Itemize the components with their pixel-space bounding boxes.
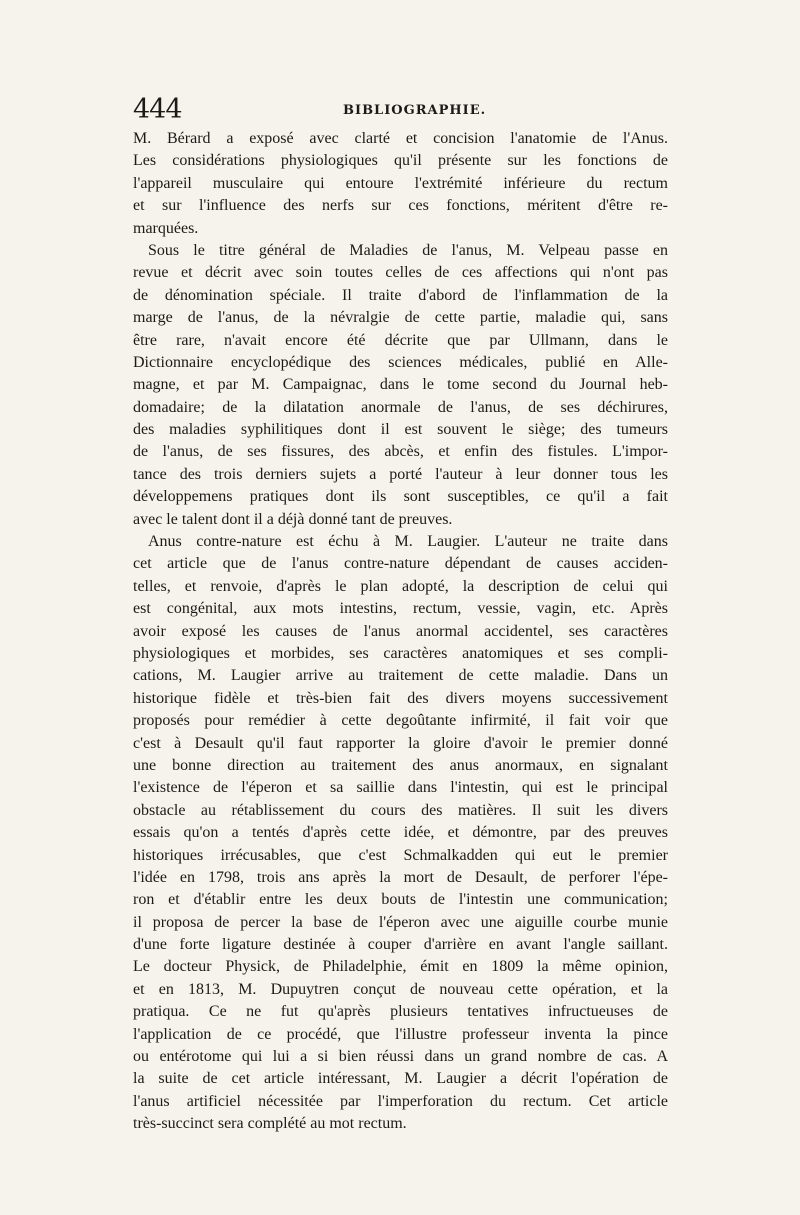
page-number: 444 <box>133 94 182 125</box>
text-line: une bonne direction au traitement des anus anormaux, en signalant <box>133 756 668 774</box>
text-line: physiologiques et morbides, ses caractères anatomiques et ses compli- <box>133 644 668 662</box>
text-line: Les considérations physiologiques qu'il présente sur les fonctions de <box>133 152 668 170</box>
text-line: pratiqua. Ce ne fut qu'après plusieurs tentatives infructueuses de <box>133 1003 668 1021</box>
text-line: revue et décrit avec soin toutes celles de ces affections qui n'ont pas <box>133 264 668 282</box>
text-line: tance des trois derniers sujets a porté l'auteur à leur donner tous les <box>133 465 668 483</box>
text-line: l'appareil musculaire qui entoure l'extrémité inférieure du rectum <box>133 174 668 192</box>
text-line: avoir exposé les causes de l'anus anormal accidentel, ses caractères <box>133 622 668 640</box>
text-line: être rare, n'avait encore été décrite que par Ullmann, dans le <box>133 331 668 349</box>
text-line: telles, et renvoie, d'après le plan adopté, la description de celui qui <box>133 577 668 595</box>
text-line: Anus contre-nature est échu à M. Laugier. L'auteur ne traite dans <box>148 533 668 551</box>
text-line: de l'anus, de ses fissures, des abcès, et enfin des fistules. L'impor- <box>133 443 668 461</box>
text-line: marge de l'anus, de la névralgie de cette partie, maladie qui, sans <box>133 309 668 327</box>
text-line: des maladies syphilitiques dont il est souvent le siège; des tumeurs <box>133 421 668 439</box>
text-line: est congénital, aux mots intestins, rectum, vessie, vagin, etc. Après <box>133 600 668 618</box>
text-line: essais qu'on a tentés d'après cette idée, et démontre, par des preuves <box>133 824 668 842</box>
text-line: ou entérotome qui lui a si bien réussi dans un grand nombre de cas. A <box>133 1048 668 1066</box>
text-line: et sur l'influence des nerfs sur ces fonctions, méritent d'être re- <box>133 197 668 215</box>
text-line: historique fidèle et très-bien fait des divers moyens successivement <box>133 689 668 707</box>
text-line: historiques irrécusables, que c'est Schmalkadden qui eut le premier <box>133 846 668 864</box>
text-line: l'application de ce procédé, que l'illustre professeur inventa la pince <box>133 1025 668 1043</box>
text-line: magne, et par M. Campaignac, dans le tome second du Journal heb- <box>133 376 668 394</box>
text-line: c'est à Desault qu'il faut rapporter la gloire d'avoir le premier donné <box>133 734 668 752</box>
text-line: l'idée en 1798, trois ans après la mort de Desault, de perforer l'épe- <box>133 868 668 886</box>
text-line: domadaire; de la dilatation anormale de l'anus, de ses déchirures, <box>133 398 668 416</box>
text-line: Dictionnaire encyclopédique des sciences médicales, publié en Alle- <box>133 353 668 371</box>
text-line: proposés pour remédier à cette degoûtante infirmité, il fait voir que <box>133 712 668 730</box>
body-text <box>133 128 668 1136</box>
text-line: M. Bérard a exposé avec clarté et concision l'anatomie de l'Anus. <box>133 130 668 147</box>
text-line: Sous le titre général de Maladies de l'anus, M. Velpeau passe en <box>148 241 668 259</box>
text-line: d'une forte ligature destinée à couper d'arrière en avant l'angle saillant. <box>133 936 668 954</box>
text-line: cations, M. Laugier arrive au traitement de cette maladie. Dans un <box>133 667 668 685</box>
text-line: très-succinct sera complété au mot rectum. <box>133 1115 407 1133</box>
text-line: développemens pratiques dont ils sont susceptibles, ce qu'il a fait <box>133 488 668 506</box>
running-head: BIBLIOGRAPHIE. <box>343 103 487 118</box>
text-line: cet article que de l'anus contre-nature dépendant de causes acciden- <box>133 555 668 573</box>
text-line: ron et d'établir entre les deux bouts de l'intestin une communication; <box>133 891 668 909</box>
text-line: l'anus artificiel nécessitée par l'imperforation du rectum. Cet article <box>133 1092 668 1110</box>
text-line: la suite de cet article intéressant, M. Laugier a décrit l'opération de <box>133 1070 668 1088</box>
text-line: obstacle au rétablissement du cours des matières. Il suit les divers <box>133 801 668 819</box>
text-line: avec le talent dont il a déjà donné tant de preuves. <box>133 510 453 528</box>
text-line: marquées. <box>133 219 199 237</box>
text-line: Le docteur Physick, de Philadelphie, émit en 1809 la même opinion, <box>133 958 668 976</box>
text-line: il proposa de percer la base de l'éperon avec une aiguille courbe munie <box>133 913 668 931</box>
text-line: de dénomination spéciale. Il traite d'abord de l'inflammation de la <box>133 286 668 304</box>
text-line: et en 1813, M. Dupuytren conçut de nouveau cette opération, et la <box>133 980 668 998</box>
text-line: l'existence de l'éperon et sa saillie dans l'intestin, qui est le principal <box>133 779 668 797</box>
page-header <box>133 94 670 128</box>
